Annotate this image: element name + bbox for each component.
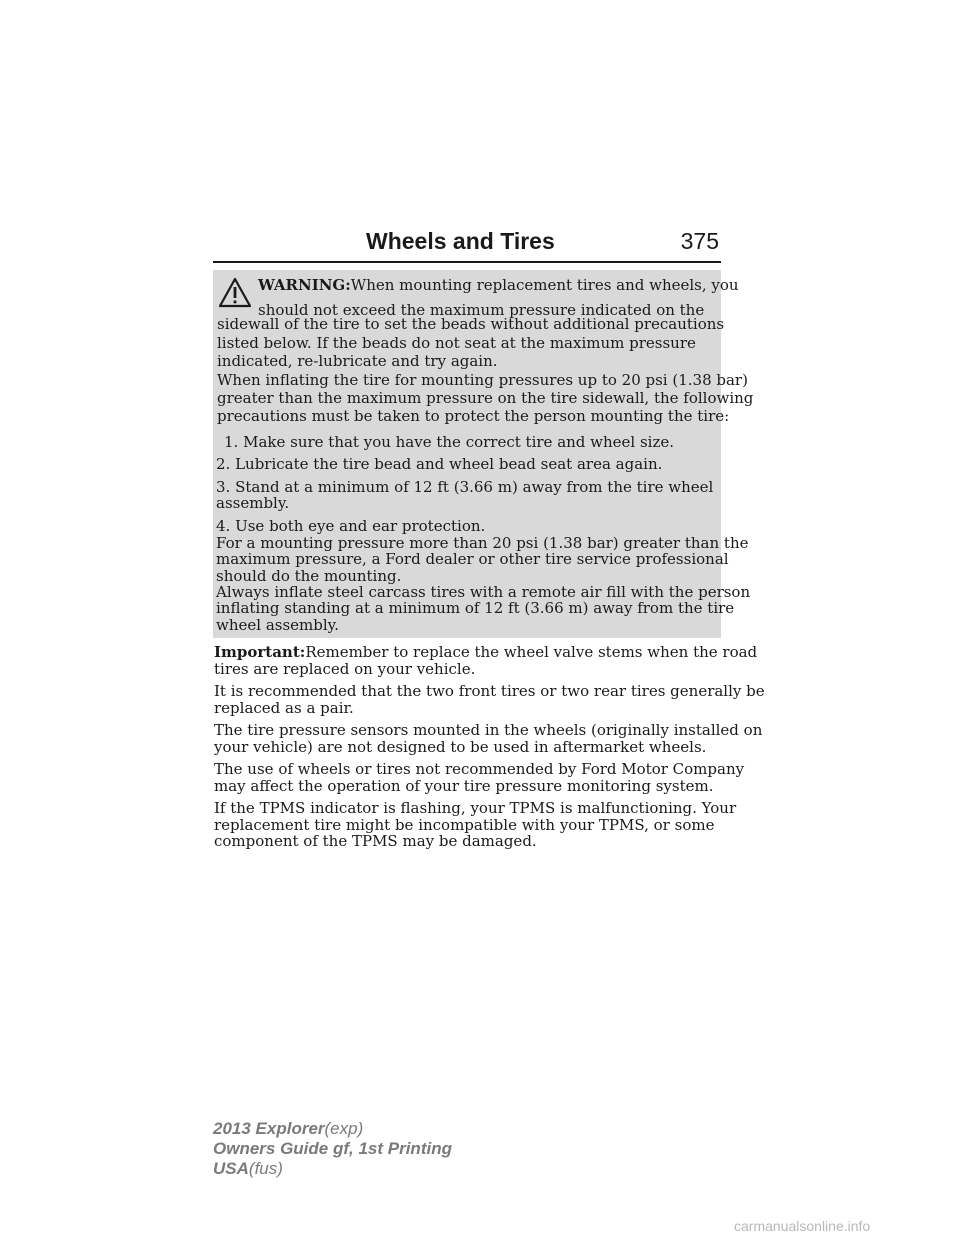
warning-list-item: 3. Stand at a minimum of 12 ft (3.66 m) away from the tire wheel (216, 478, 714, 496)
warning-line: maximum pressure, a Ford dealer or other tire service professional (216, 550, 729, 568)
paragraph-line: component of the TPMS may be damaged. (214, 832, 537, 850)
warning-list-item: 1. Make sure that you have the correct tire and wheel size. (224, 433, 675, 451)
warning-line: inflating standing at a minimum of 12 ft (3.66 m) away from the tire (216, 599, 735, 617)
warning-line: should do the mounting. (216, 567, 402, 585)
warning-line: wheel assembly. (216, 616, 339, 634)
warning-list-item: 4. Use both eye and ear protection. (216, 517, 486, 535)
header-divider (213, 261, 721, 263)
warning-line: WARNING:When mounting replacement tires and wheels, you (258, 276, 739, 294)
warning-label: WARNING: (258, 276, 351, 294)
paragraph-line: replacement tire might be incompatible with your TPMS, or some (214, 816, 715, 834)
important-paragraph: Important:Remember to replace the wheel valve stems when the road (214, 643, 758, 661)
warning-line: When inflating the tire for mounting pressures up to 20 psi (1.38 bar) (217, 371, 748, 389)
warning-line: For a mounting pressure more than 20 psi (1.38 bar) greater than the (216, 534, 749, 552)
warning-list-item: 2. Lubricate the tire bead and wheel bead seat area again. (216, 455, 663, 473)
page-header (213, 228, 721, 258)
footer-model: 2013 Explorer(exp) (213, 1119, 364, 1138)
warning-line: indicated, re-lubricate and try again. (217, 352, 498, 370)
important-label: Important: (214, 643, 306, 661)
paragraph-line: The use of wheels or tires not recommended by Ford Motor Company (214, 760, 745, 778)
warning-line: greater than the maximum pressure on the tire sidewall, the following (217, 389, 754, 407)
watermark: carmanualsonline.info (734, 1218, 871, 1234)
warning-line: should not exceed the maximum pressure indicated on the (258, 301, 705, 319)
warning-box (213, 270, 754, 638)
warning-line: precautions must be taken to protect the person mounting the tire: (217, 407, 730, 425)
page-number: 375 (680, 228, 719, 254)
paragraph-line: If the TPMS indicator is flashing, your TPMS is malfunctioning. Your (214, 799, 737, 817)
paragraph-line: tires are replaced on your vehicle. (214, 660, 476, 678)
paragraph-line: It is recommended that the two front tires or two rear tires generally be (214, 682, 765, 700)
paragraph-line: your vehicle) are not designed to be used in aftermarket wheels. (214, 738, 707, 756)
warning-line: listed below. If the beads do not seat at the maximum pressure (217, 334, 696, 352)
paragraph-line: may affect the operation of your tire pressure monitoring system. (214, 777, 714, 795)
warning-line: sidewall of the tire to set the beads without additional precautions (217, 315, 725, 333)
warning-list-item: assembly. (216, 494, 290, 512)
warning-triangle-icon (217, 276, 253, 310)
paragraph-line: replaced as a pair. (214, 699, 354, 717)
footer-guide: Owners Guide gf, 1st Printing (213, 1139, 452, 1158)
footer-region: USA(fus) (213, 1159, 283, 1178)
paragraph-line: The tire pressure sensors mounted in the wheels (originally installed on (214, 721, 763, 739)
warning-line: Always inflate steel carcass tires with a remote air fill with the person (216, 583, 751, 601)
section-title: Wheels and Tires (366, 228, 555, 254)
